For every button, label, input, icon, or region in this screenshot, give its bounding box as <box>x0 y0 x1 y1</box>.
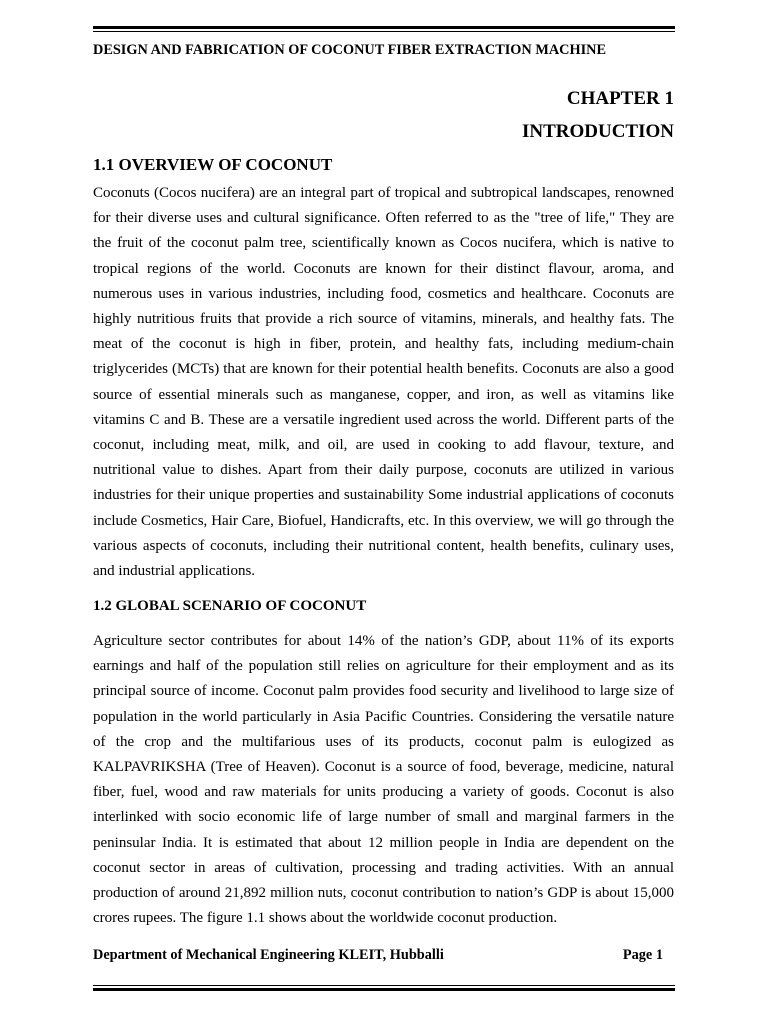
header-rule-thick <box>93 26 675 29</box>
footer-rule-thin <box>93 985 675 986</box>
running-header: DESIGN AND FABRICATION OF COCONUT FIBER EXTRACTION MACHINE <box>93 42 607 58</box>
section-body-global-scenario: Agriculture sector contributes for about 14% of the nation’s GDP, about 11% of its exports earnings and half of the population still relies on agriculture for their employment and as its principal source of income. Coconut palm provides food security and livelihood to large size of population in the world particularly in Asia Pacific Countries. Considering the versatile nature of the crop and the multifarious uses of its products, coconut palm is eulogized as KALPAVRIKSHA (Tree of Heaven). Coconut is a source of food, beverage, medicine, natural fiber, fuel, wood and raw materials for units producing a variety of goods. Coconut is also interlinked with socio economic life of large number of small and marginal farmers in the peninsular India. It is estimated that about 12 million people in India are dependent on the coconut sector in areas of cultivation, processing and trading activities. With an annual production of around 21,892 million nuts, coconut contribution to nation’s GDP is about 15,000 crores rupees. The figure 1.1 shows about the worldwide coconut production. <box>93 633 674 927</box>
chapter-number: CHAPTER 1 <box>566 88 674 109</box>
chapter-title: INTRODUCTION <box>521 121 674 142</box>
footer-rule-thick <box>93 988 675 991</box>
section-body-overview: Coconuts (Cocos nucifera) are an integral part of tropical and subtropical landscapes, renowned for their diverse uses and cultural significance. Often referred to as the "tree of life," They are the fruit of the coconut palm tree, scientifically known as Cocos nucifera, which is native to tropical regions of the world. Coconuts are known for their distinct flavour, aroma, and numerous uses in various industries, including food, cosmetics and healthcare. Coconuts are highly nutritious fruits that provide a rich source of vitamins, minerals, and healthy fats. The meat of the coconut is high in fiber, protein, and healthy fats, including medium-chain triglycerides (MCTs) that are known for their potential health benefits. Coconuts are also a good source of essential minerals such as manganese, copper, and iron, as well as vitamins like vitamins C and B. These are a versatile ingredient used across the world. Different parts of the coconut, including meat, milk, and oil, are used in cooking to add flavour, texture, and nutritional value to dishes. Apart from their daily purpose, coconuts are utilized in various industries for their unique properties and sustainability Some industrial applications of coconuts include Cosmetics, Hair Care, Biofuel, Handicrafts, etc. In this overview, we will go through the various aspects of coconuts, including their nutritional content, health benefits, culinary uses, and industrial applications. <box>93 185 674 580</box>
header-rule-thin <box>93 31 675 32</box>
footer-department: Department of Mechanical Engineering KLEIT, Hubballi <box>93 947 444 963</box>
section-heading-overview: 1.1 OVERVIEW OF COCONUT <box>93 155 333 174</box>
footer-page-number: Page 1 <box>622 947 663 963</box>
section-heading-global-scenario: 1.2 GLOBAL SCENARIO OF COCONUT <box>93 598 367 614</box>
